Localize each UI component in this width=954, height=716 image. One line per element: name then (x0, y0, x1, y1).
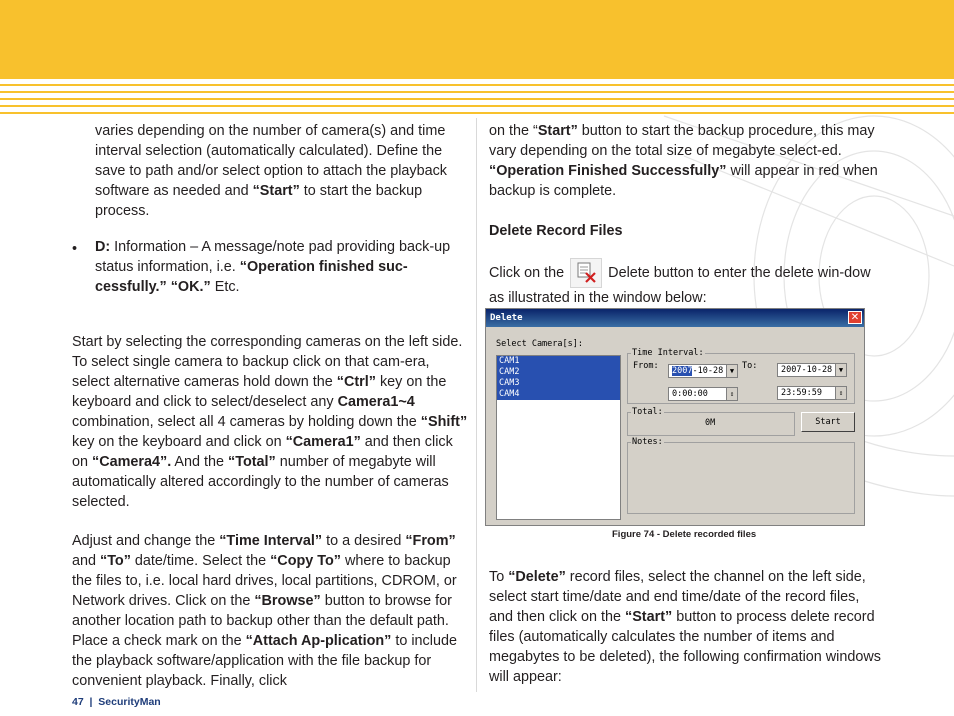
from-date-field[interactable]: 2007-10-28 ▼ (668, 364, 738, 378)
delete-dialog (485, 308, 865, 526)
header-stripe (0, 91, 954, 93)
start-button[interactable]: Start (801, 412, 855, 432)
to-date-field[interactable]: 2007-10-28 ▼ (777, 363, 847, 377)
notes-label: Notes: (632, 437, 663, 447)
camera-item-2[interactable]: CAM2 (497, 367, 620, 378)
notes-group (627, 437, 855, 514)
total-value: 0M (705, 418, 716, 428)
figure-caption: Figure 74 - Delete recorded files (612, 529, 757, 540)
left-para-2: Start by selecting the corresponding cameras on the left side. To select single camera to backup click on that cam-era, select alternative cameras hold down the “Ctrl” key on the keyboard and click to select/deselect any Camera1~4 combination, select all 4 cameras by holding down the “Shift” key on the keyboard and click on “Camera1” and then click on “Camera4”. And the “Total” number of megabyte will automatically altered accordingly to the number of cameras selected. (72, 334, 468, 510)
camera-list[interactable] (496, 355, 621, 520)
dropdown-arrow-icon[interactable]: ▼ (835, 364, 846, 376)
select-camera-label: Select Camera[s]: (496, 339, 583, 349)
header-band (0, 0, 954, 79)
left-para-1: varies depending on the number of camera(s) and time interval selection (automatically calculated). Define the save to path and/or select option to attach the playback software as needed and “Start” to start the backup process. (95, 123, 448, 219)
from-time-field[interactable]: 0:00:00 ⇕ (668, 387, 738, 401)
camera-item-1[interactable]: CAM1 (497, 356, 620, 367)
column-divider (476, 118, 477, 692)
bullet-d-text: D: Information – A message/note pad providing back-up status information, i.e. “Operation finished suc-cessfully.” “OK.” Etc. (95, 239, 451, 295)
dialog-title-bar (486, 309, 864, 327)
dialog-title: Delete (490, 313, 523, 323)
section-heading: Delete Record Files (489, 223, 623, 239)
right-para-3: To “Delete” record files, select the channel on the left side, select start time/date and end time/date of the record files, and then click on the “Start” button to process delete record files (automatically calculates the number of items and megabytes to be deleted), the following confirmation windows will appear: (489, 569, 881, 685)
spinner-icon[interactable]: ⇕ (726, 388, 737, 400)
close-icon[interactable]: ✕ (848, 311, 862, 324)
to-label: To: (742, 361, 758, 371)
from-label: From: (633, 361, 659, 371)
spinner-icon[interactable]: ⇕ (835, 387, 846, 399)
left-para-3: Adjust and change the “Time Interval” to a desired “From” and “To” date/time. Select the “Copy To” where to backup the files to, i.e. local hard drives, local partitions, CDROM, or Network drives. Click on the “Browse” button to browse for another location path to backup other than the default path. Place a check mark on the “Attach Ap-plication” to include the playback software/application with the file backup for convenient playback. Finally, click (72, 533, 457, 689)
camera-item-4[interactable]: CAM4 (497, 389, 620, 400)
right-para-1: on the “Start” button to start the backup procedure, this may vary depending on the total size of megabyte select-ed. “Operation Finished Successfully” will appear in red when backup is complete. (489, 123, 878, 199)
total-label: Total: (632, 407, 663, 417)
right-para-2: Click on the Delete button to enter the delete win-dow as illustrated in the window below: (489, 258, 881, 308)
header-stripe (0, 84, 954, 86)
time-interval-label: Time Interval: (632, 348, 704, 358)
page-footer: 47 | SecurityMan (72, 696, 161, 708)
camera-item-3[interactable]: CAM3 (497, 378, 620, 389)
dropdown-arrow-icon[interactable]: ▼ (726, 365, 737, 377)
delete-toolbar-icon (570, 258, 602, 288)
bullet-marker: • (72, 241, 78, 257)
to-time-field[interactable]: 23:59:59 ⇕ (777, 386, 847, 400)
